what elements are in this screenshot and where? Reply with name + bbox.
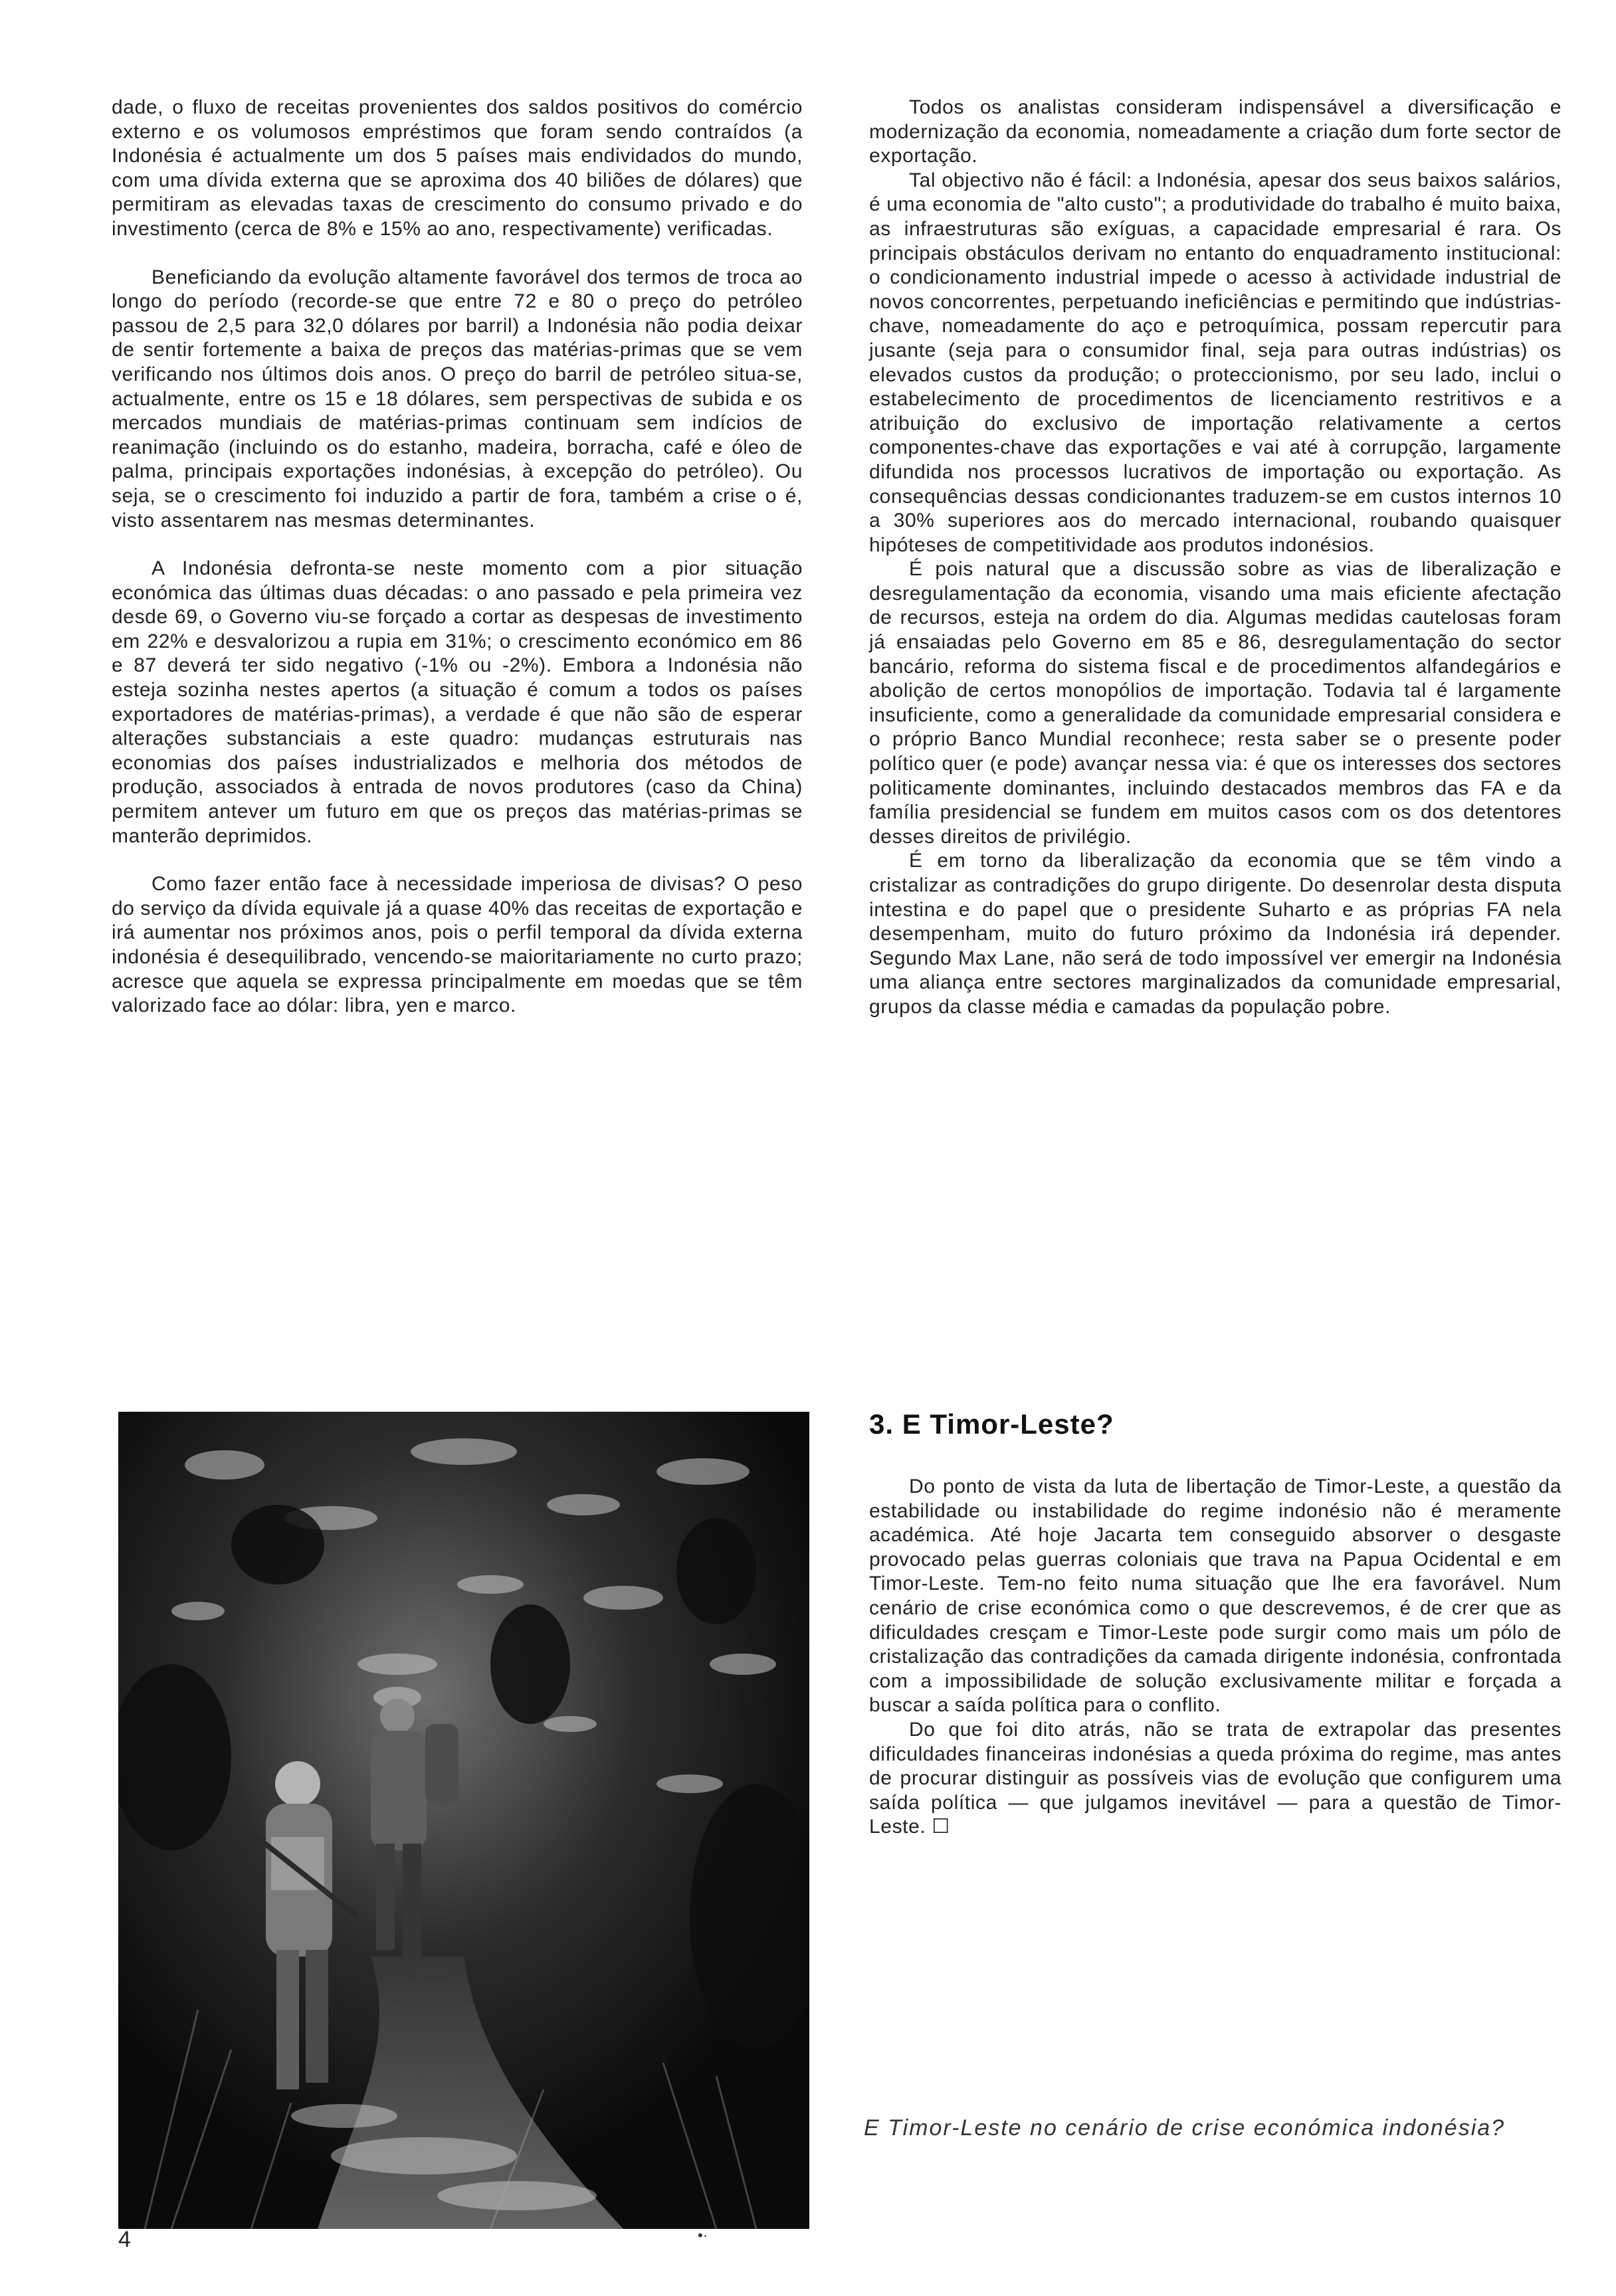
paragraph: Todos os analistas consideram indispensável a diversificação e modernização da economia, nomeadamente a criação dum forte sector de exportação. xyxy=(869,96,1562,167)
paragraph: dade, o fluxo de receitas provenientes dos saldos positivos do comércio externo e os volumosos empréstimos que foram sendo contraídos (a Indonésia é actualmente um dos 5 países mais endividados do mundo, com uma dívida externa que se aproxima dos 40 biliões de dólares) que permitiram as elevadas taxas de crescimento do consumo privado e do investimento (cerca de 8% e 15% ao ano, respectivamente) verificadas. xyxy=(112,96,803,240)
paragraph: Beneficiando da evolução altamente favorável dos termos de troca ao longo do período (recorde-se que entre 72 e 80 o preço do petróleo passou de 2,5 para 32,0 dólares por barril) a Indonésia não podia deixar de sentir fortemente a baixa de preços das matérias-primas que se vem verificando nos últimos dois anos. O preço do barril de petróleo situa-se, actualmente, entre os 15 e 18 dólares, sem perspectivas de subida e os mercados mundiais de matérias-primas continuam sem indícios de reanimação (incluindo os do estanho, madeira, borracha, café e óleo de palma, principais exportações indonésias, à excepção do petróleo). Ou seja, se o crescimento foi induzido a partir de fora, também a crise o é, visto assentarem nas mesmas determinantes. xyxy=(112,266,803,531)
left-text-column xyxy=(112,96,803,1018)
paragraph: Do que foi dito atrás, não se trata de extrapolar das presentes dificuldades financeiras indonésias a queda próxima do regime, mas antes de procurar distinguir as possíveis vias de evolução que configurem uma saída política — que julgamos inevitável — para a questão de Timor-Leste. ☐ xyxy=(869,1718,1562,1838)
paragraph: A Indonésia defronta-se neste momento com a pior situação económica das últimas duas décadas: o ano passado e pela primeira vez desde 69, o Governo viu-se forçado a cortar as despesas de investimento em 22% e desvalorizou a rupia em 31%; o crescimento económico em 86 e 87 deverá ter sido negativo (-1% ou -2%). Embora a Indonésia não esteja sozinha nestes apertos (a situação é comum a todos os países exportadores de matérias-primas), a verdade é que não são de esperar alterações substanciais a este quadro: mudanças estruturais nas economias dos países industrializados e melhoria dos métodos de produção, associados à entrada de novos produtores (caso da China) permitem antever um futuro em que os preços das matérias-primas se manterão deprimidos. xyxy=(112,557,803,847)
paragraph: Como fazer então face à necessidade imperiosa de divisas? O peso do serviço da dívida equivale já a quase 40% das receitas de exportação e irá aumentar nos próximos anos, pois o perfil temporal da dívida externa indonésia é desequilibrado, vencendo-se maioritariamente no curto prazo; acresce que aquela se expressa principalmente em moedas que se têm valorizado face ao dólar: libra, yen e marco. xyxy=(112,873,803,1017)
footer-mark: •· xyxy=(698,2227,708,2244)
paragraph: Do ponto de vista da luta de libertação de Timor-Leste, a questão da estabilidade ou instabilidade do regime indonésio não é meramente académica. Até hoje Jacarta tem conseguido absorver o desgaste provocado pelas guerras coloniais que trava na Papua Ocidental e em Timor-Leste. Tem-no feito numa situação que lhe era favorável. Num cenário de crise económica como o que descrevemos, é de crer que as dificuldades cresçam e Timor-Leste pode surgir como mais um pólo de cristalização das contradições da camada dirigente indonésia, confrontada com a impossibilidade de solução exclusivamente militar e forçada a buscar a saída política para o conflito. xyxy=(869,1476,1562,1717)
photo-image xyxy=(118,1412,809,2229)
paragraph: Tal objectivo não é fácil: a Indonésia, apesar dos seus baixos salários, é uma economia de "alto custo"; a produtividade do trabalho é muito baixa, as infraestruturas são exíguas, a capacidade empresarial é rara. Os principais obstáculos derivam no entanto do enquadramento institucional: o condicionamento industrial impede o acesso à actividade industrial de novos concorrentes, perpetuando ineficiências e permitindo que indústrias-chave, nomeadamente do aço e petroquímica, possam repercutir para jusante (seja para o consumidor final, seja para outras indústrias) os elevados custos da produção; o proteccionismo, por seu lado, inclui o estabelecimento de procedimentos de licenciamento restritivos e a atribuição do exclusivo de importação relativamente a certos componentes-chave das exportações e vai até à corrupção, largamente difundida nos processos lucrativos de importação ou exportação. As consequências dessas condicionantes traduzem-se em custos internos 10 a 30% superiores aos do mercado internacional, roubando quaisquer hipóteses de competitividade aos produtos indonésios. xyxy=(869,169,1562,556)
right-text-column xyxy=(869,96,1562,1020)
section-text-column xyxy=(869,1475,1562,1840)
page-number: 4 xyxy=(118,2227,131,2252)
section-heading: 3. E Timor-Leste? xyxy=(869,1408,1114,1440)
jungle-soldiers-photo xyxy=(118,1412,809,2229)
paragraph: É em torno da liberalização da economia que se têm vindo a cristalizar as contradições do grupo dirigente. Do desenrolar desta disputa intestina e do papel que o presidente Suharto e as próprias FA nela desempenham, muito do futuro próximo da Indonésia irá depender. Segundo Max Lane, não será de todo impossível ver emergir na Indonésia uma aliança entre sectores marginalizados da comunidade empresarial, grupos da classe média e camadas da população pobre. xyxy=(869,850,1562,1018)
photo-caption: E Timor-Leste no cenário de crise económica indonésia? xyxy=(864,2115,1506,2141)
paragraph: É pois natural que a discussão sobre as vias de liberalização e desregulamentação da economia, visando uma mais eficiente afectação de recursos, esteja na ordem do dia. Algumas medidas cautelosas foram já ensaiadas pelo Governo em 85 e 86, desregulamentação do sector bancário, reforma do sistema fiscal e de procedimentos alfandegários e abolição de certos monopólios de importação. Todavia tal é largamente insuficiente, como a generalidade da comunidade empresarial considera e o próprio Banco Mundial reconhece; resta saber se o presente poder político quer (e pode) avançar nessa via: é que os interesses dos sectores politicamente dominantes, incluindo destacados membros das FA e da família presidencial se fundem em muitos casos com os dos detentores desses direitos de privilégio. xyxy=(869,558,1562,848)
